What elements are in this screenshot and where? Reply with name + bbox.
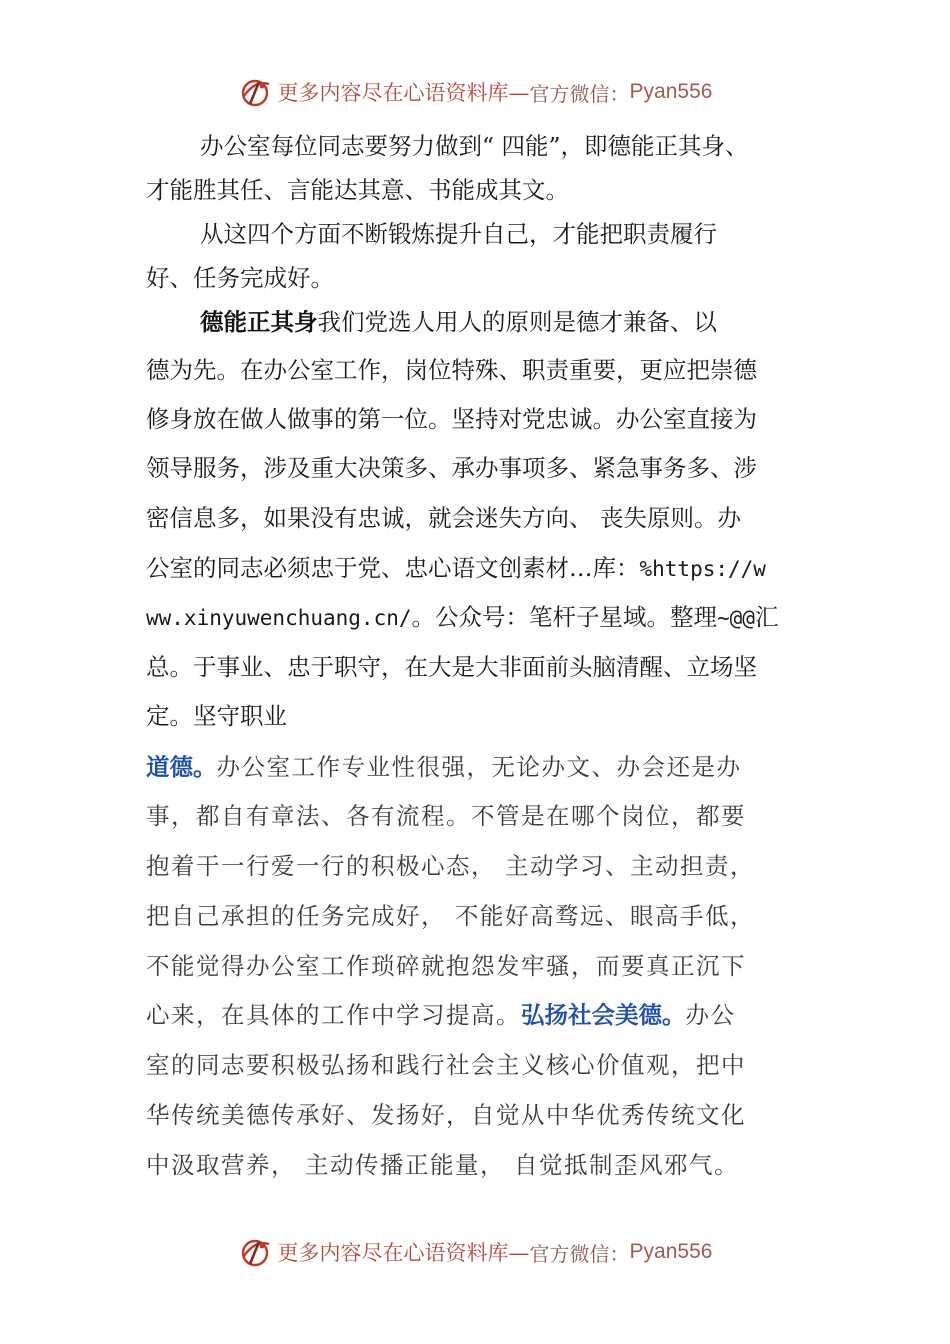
section-heading-meide: 弘扬社会美德。: [521, 1001, 686, 1029]
p4-line-6: [146, 999, 736, 1033]
p3-line-4: 领导服务，涉及重大决策多、承办事项多、紧急事务多、涉: [146, 454, 757, 482]
p3-line-7: [146, 601, 778, 635]
p4-line-1: [146, 751, 742, 785]
p3-line-6-text: 公室的同志必须忠于党、忠心语文创素材…库：: [146, 554, 640, 582]
url-fragment-1: %https://w: [639, 557, 766, 581]
banner-text: 更多内容尽在心语资料库—: [277, 81, 530, 105]
p3-line-9: 定。坚守职业: [146, 702, 287, 730]
banner-wechat-id: Pyan556: [629, 80, 713, 103]
banner-wechat-label: 官方微信：: [529, 1241, 630, 1266]
p2-line-2: 好、任务完成好。: [146, 264, 334, 292]
p3-line-8: 总。于事业、忠于职守，在大是大非面前头脑清醒、立场坚: [146, 653, 757, 681]
p4-line-1-text: 办公室工作专业性很强，无论办文、办会还是办: [216, 753, 742, 781]
p4-line-4: 把自己承担的任务完成好， 不能好高骛远、眼高手低，: [146, 902, 755, 930]
banner-wechat-id: Pyan556: [629, 1240, 713, 1263]
p1-line-2: 才能胜其任、言能达其意、书能成其文。: [146, 176, 569, 204]
p3-line-7-end: 汇: [754, 603, 779, 631]
p4-line-9: 中汲取营养， 主动传播正能量， 自觉抵制歪风邪气。: [146, 1151, 739, 1179]
p3-line-2: 德为先。在办公室工作，岗位特殊、职责重要，更应把崇德: [146, 356, 757, 384]
footer-banner: [0, 1232, 950, 1272]
p3-line-6: [146, 552, 766, 586]
p2-line-1: 从这四个方面不断锻炼提升自己，才能把职责履行: [200, 220, 717, 248]
p3-line-7-text: 。公众号：笔杆子星域。整理: [411, 603, 718, 631]
p3-line-1: [200, 306, 717, 340]
p4-line-8: 华传统美德传承好、发扬好，自觉从中华优秀传统文化: [146, 1101, 746, 1129]
section-heading-daode: 道德。: [146, 753, 217, 781]
p3-line-1-text: 我们党选人用人的原则是德才兼备、以: [317, 308, 717, 336]
p3-line-5: 密信息多，如果没有忠诚，就会迷失方向、 丧失原则。办: [146, 504, 741, 532]
section-heading-de: 德能正其身: [200, 308, 318, 336]
p4-line-2: 事，都自有章法、各有流程。不管是在哪个岗位，都要: [146, 802, 746, 830]
header-banner: [0, 72, 950, 112]
p3-line-7-symbols: ~@@: [717, 606, 755, 630]
p4-line-6-text: 心来，在具体的工作中学习提高。: [146, 1001, 521, 1029]
brand-logo-icon: [238, 74, 274, 110]
url-fragment-2: ww.xinyuwenchuang.cn/: [146, 606, 412, 630]
p4-line-3: 抱着干一行爱一行的积极心态， 主动学习、主动担责，: [146, 852, 755, 880]
banner-text: 更多内容尽在心语资料库—: [277, 1241, 530, 1265]
banner-wechat-label: 官方微信：: [529, 81, 630, 106]
p4-line-6-end: 办公: [685, 1001, 736, 1029]
p1-line-1: 办公室每位同志要努力做到“ 四能”，即德能正其身、: [200, 132, 749, 160]
p4-line-7: 室的同志要积极弘扬和践行社会主义核心价值观，把中: [146, 1051, 746, 1079]
brand-logo-icon: [238, 1234, 274, 1270]
p3-line-3: 修身放在做人做事的第一位。坚持对党忠诚。办公室直接为: [146, 405, 757, 433]
p4-line-5: 不能觉得办公室工作琐碎就抱怨发牢骚，而要真正沉下: [146, 952, 746, 980]
